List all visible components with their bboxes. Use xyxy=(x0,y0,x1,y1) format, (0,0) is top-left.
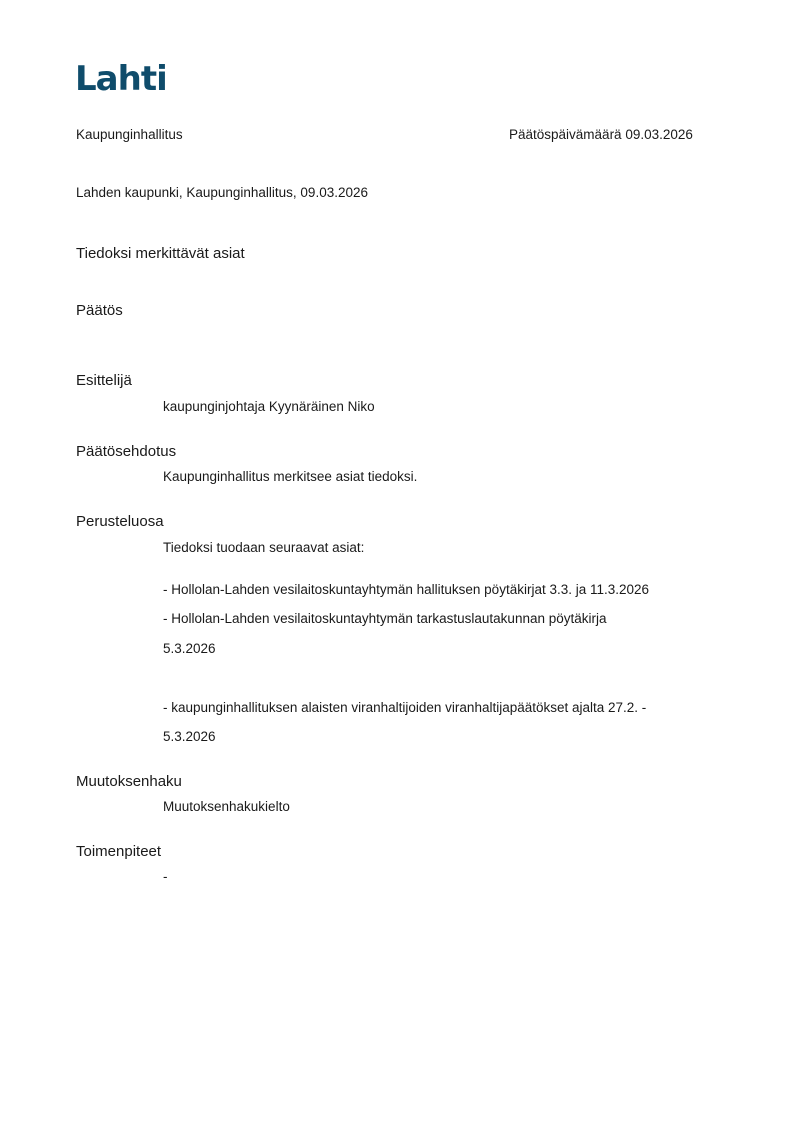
reasoning-item-1: - Hollolan-Lahden vesilaitoskuntayhtymän hallituksen pöytäkirjat 3.3. ja 11.3.2026 xyxy=(163,582,650,597)
presenter-heading: Esittelijä xyxy=(76,372,132,389)
page-title: Tiedoksi merkittävät asiat xyxy=(76,245,245,262)
meta-line: Lahden kaupunki, Kaupunginhallitus, 09.03.2026 xyxy=(76,185,368,200)
reasoning-heading: Perusteluosa xyxy=(76,513,164,530)
reasoning-item-3-line-2: 5.3.2026 xyxy=(163,729,216,744)
lahti-logo: Lahti xyxy=(75,59,167,99)
decision-heading: Päätös xyxy=(76,302,123,319)
reasoning-item-2-line-1: - Hollolan-Lahden vesilaitoskuntayhtymän tarkastuslautakunnan pöytäkirja xyxy=(163,611,607,626)
actions-heading: Toimenpiteet xyxy=(76,843,162,860)
reasoning-intro: Tiedoksi tuodaan seuraavat asiat: xyxy=(163,540,365,555)
proposal-heading: Päätösehdotus xyxy=(76,443,177,460)
actions-text: - xyxy=(163,869,168,884)
appeal-heading: Muutoksenhaku xyxy=(76,773,182,790)
organ-name: Kaupunginhallitus xyxy=(76,127,183,142)
proposal-text: Kaupunginhallitus merkitsee asiat tiedoksi. xyxy=(163,469,418,484)
appeal-text: Muutoksenhakukielto xyxy=(163,799,290,814)
reasoning-item-3-line-1: - kaupunginhallituksen alaisten viranhaltijoiden viranhaltijapäätökset ajalta 27.2. - xyxy=(163,700,647,715)
decision-date: Päätöspäivämäärä 09.03.2026 xyxy=(509,127,693,142)
presenter-text: kaupunginjohtaja Kyynäräinen Niko xyxy=(163,399,375,414)
reasoning-item-2-line-2: 5.3.2026 xyxy=(163,641,216,656)
